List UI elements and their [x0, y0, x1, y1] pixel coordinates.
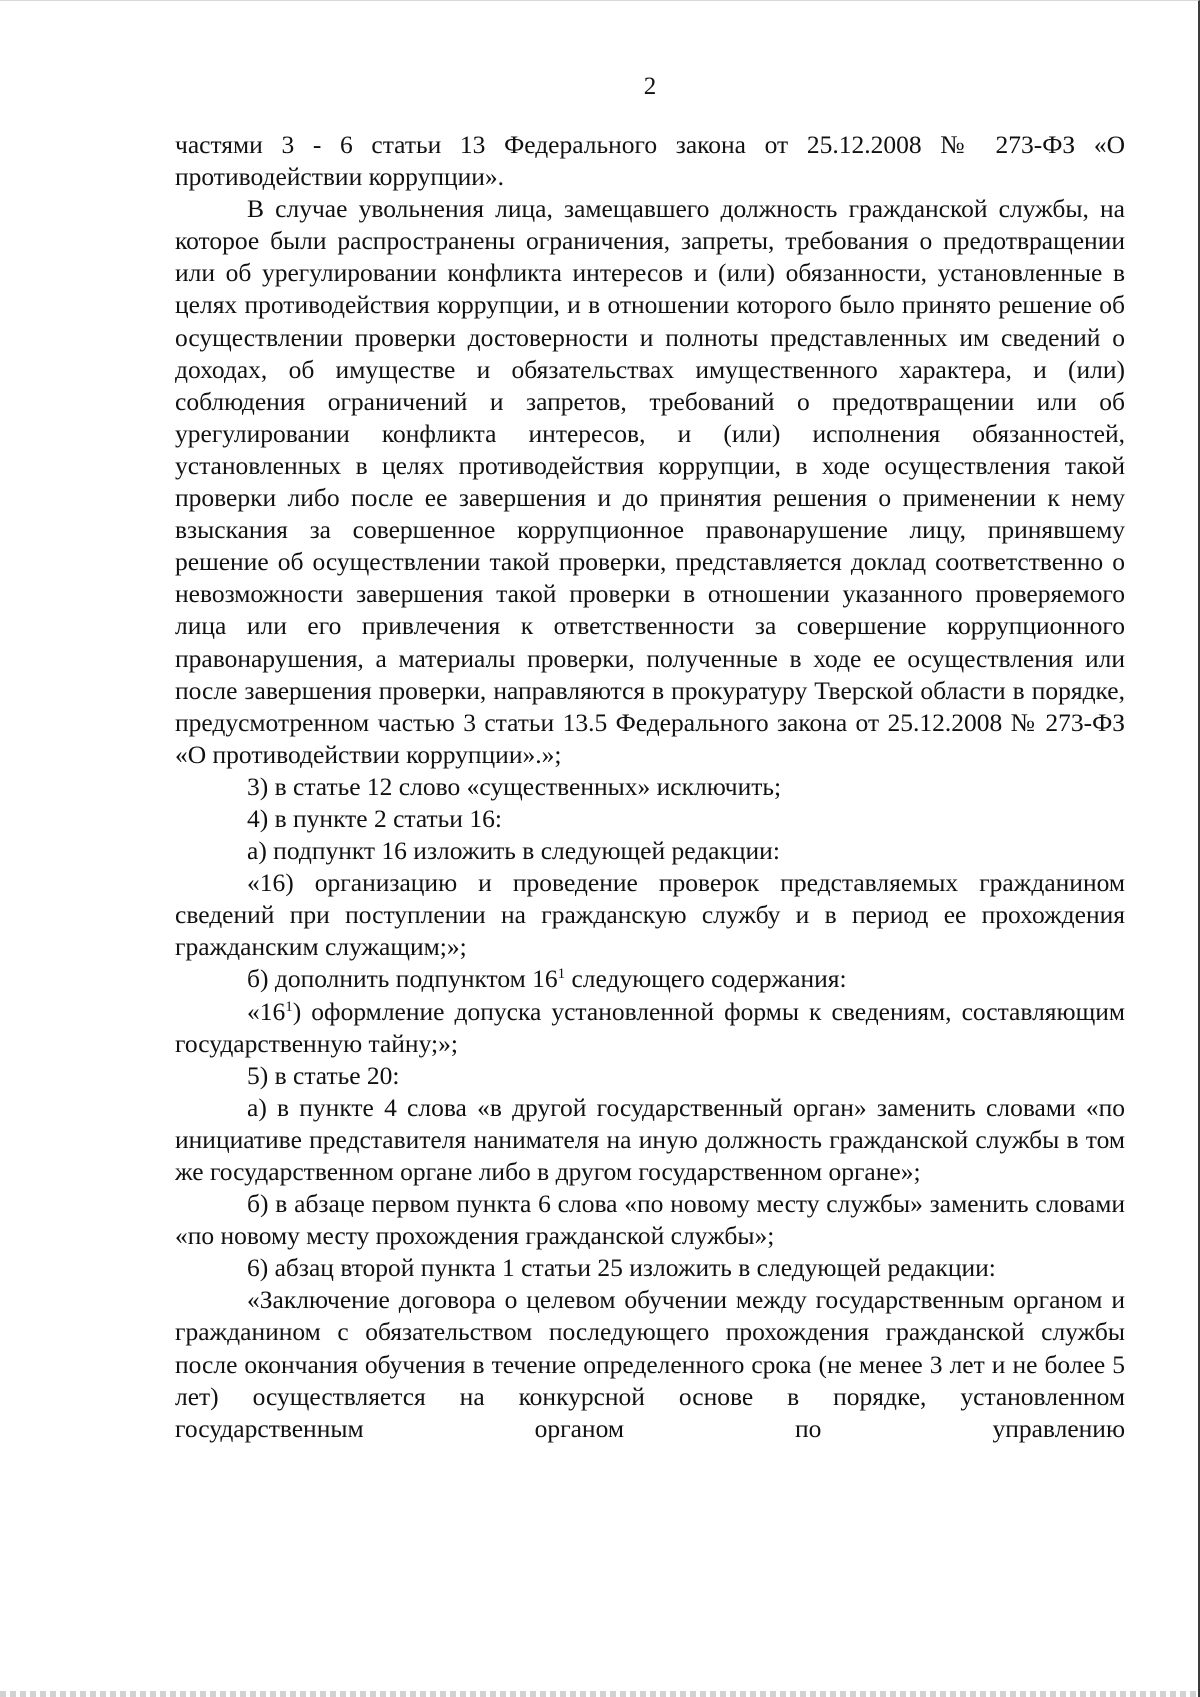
paragraph-item-4a: а) подпункт 16 изложить в следующей редакции:	[247, 836, 780, 866]
text-fragment: б) дополнить подпунктом 16	[247, 964, 558, 994]
text-fragment: ) оформление допуска установленной формы к сведениям, составляющим государственную тайну;»;	[175, 996, 1125, 1058]
paragraph-item-5: 5) в статье 20:	[247, 1060, 400, 1090]
superscript: 1	[557, 966, 566, 983]
text-fragment: следующего содержания:	[565, 964, 847, 994]
paragraph-subitem-16-1	[175, 996, 1125, 1060]
document-body	[175, 129, 1125, 1445]
paragraph-item-3: 3) в статье 12 слово «существенных» исключить;	[247, 771, 782, 801]
superscript: 1	[285, 998, 293, 1015]
paragraph-item-5b: б) в абзаце первом пункта 6 слова «по новому месту службы» заменить словами «по новому месту прохождения гражданской службы»;	[175, 1189, 1125, 1251]
paragraph-item-4: 4) в пункте 2 статьи 16:	[247, 803, 502, 833]
paragraph-subitem-16: «16) организацию и проведение проверок представляемых гражданином сведений при поступлении на гражданскую службу и в период ее прохождения гражданским служащим;»;	[175, 868, 1125, 962]
scan-edge-artifact	[0, 1691, 1200, 1697]
paragraph-item-6: 6) абзац второй пункта 1 статьи 25 изложить в следующей редакции:	[247, 1253, 996, 1283]
paragraph-item-5a: а) в пункте 4 слова «в другой государственный орган» заменить словами «по инициативе представителя нанимателя на иную должность гражданской службы в том же государственном органе либо в другом государственном органе»;	[175, 1092, 1125, 1186]
page-number: 2	[643, 73, 657, 100]
text-fragment: «16	[247, 996, 286, 1026]
paragraph-target-training: «Заключение договора о целевом обучении между государственным органом и гражданином с обязательством последующего прохождения гражданской службы после окончания обучения в течение определенного срока (не менее 3 лет и не более 5 лет) осуществляется на конкурсной основе в порядке, установленном государственным органом по управлению	[175, 1285, 1125, 1443]
paragraph-item-4b	[175, 963, 1125, 995]
paragraph-continuation: частями 3 - 6 статьи 13 Федерального закона от 25.12.2008 № 273-ФЗ «О противодействии коррупции».	[175, 130, 1125, 192]
paragraph-dismissal-clause: В случае увольнения лица, замещавшего должность гражданской службы, на которое были распространены ограничения, запреты, требования о предотвращении или об урегулировании конфликта интересов и (или) обязанности, установленные в целях противодействия коррупции, и в отношении которого было принято решение об осуществлении проверки достоверности и полноты представленных им сведений о доходах, об имуществе и обязательствах имущественного характера, и (или) соблюдения ограничений и запретов, требований о предотвращении или об урегулировании конфликта интересов, и (или) исполнения обязанностей, установленных в целях противодействия коррупции, в ходе осуществления такой проверки либо после ее завершения и до принятия решения о применении к нему взыскания за совершенное коррупционное правонарушение лицу, принявшему решение об осуществлении такой проверки, представляется доклад соответственно о невозможности завершения такой проверки в отношении указанного проверяемого лица или его привлечения к ответственности за совершение коррупционного правонарушения, а материалы проверки, полученные в ходе ее осуществления или после завершения проверки, направляются в прокуратуру Тверской области в порядке, предусмотренном частью 3 статьи 13.5 Федерального закона от 25.12.2008 № 273-ФЗ «О противодействии коррупции».»;	[175, 194, 1125, 769]
